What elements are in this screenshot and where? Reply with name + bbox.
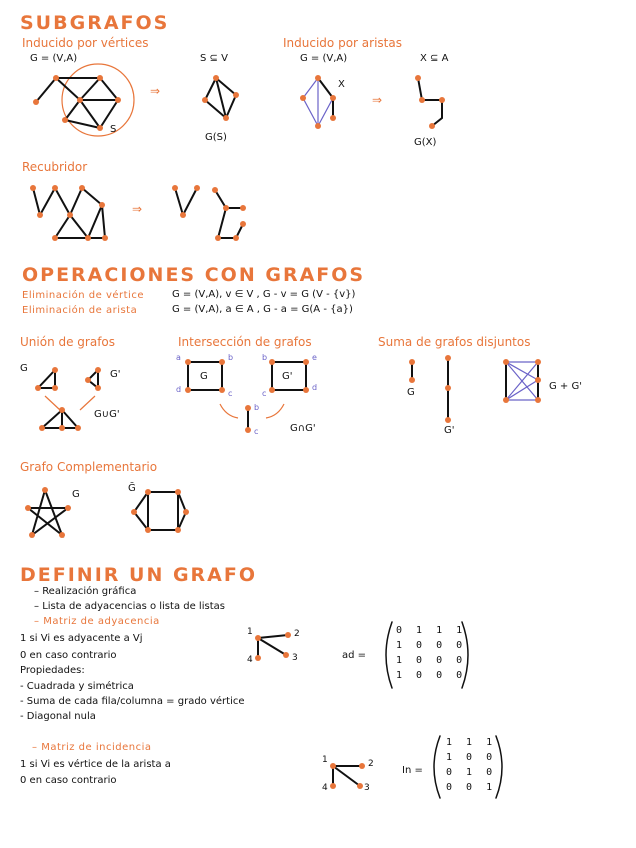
inc-line1: 1 si Vi es vértice de la arista a [20,759,171,770]
comp-g: G [72,489,80,500]
heading-matriz-inc: – Matriz de incidencia [32,742,152,753]
bullet-lista-text: Lista de adyacencias o lista de listas [42,601,225,612]
suma-g: G [407,387,415,398]
prop-title: Propiedades: [20,665,85,676]
prop-2-text: Suma de cada fila/columna = grado vértice [26,696,245,707]
heading-induced-vertices: Inducido por vértices [22,36,149,50]
label-gs: G(S) [205,132,227,143]
ady-line2: 0 en caso contrario [20,650,117,661]
label-s-subset: S ⊆ V [200,53,228,64]
inter-c2: c [262,389,267,398]
formula-elim-arista: G = (V,A), a ∈ A , G - a = G(A - {a}) [172,304,353,315]
inc-node-4: 4 [322,783,328,793]
ady-row-1: 0 1 1 1 [396,625,467,636]
graph-suma [409,355,541,423]
graph-g-induced-vertices [33,64,134,136]
arrow-implies-1: ⇒ [150,84,161,98]
label-elim-vertice: Eliminación de vértice [22,290,144,301]
inter-gp: G' [282,371,293,382]
label-gx: G(X) [414,137,437,148]
graph-incidence-example [330,763,365,789]
formula-elim-vertice: G = (V,A), v ∈ V , G - v = G (V - {v}) [172,289,356,300]
union-result: G∪G' [94,409,120,420]
graph-complementario [25,487,189,538]
ady-row-2: 1 0 0 0 [396,640,467,651]
inter-d: d [176,385,182,394]
heading-interseccion: Intersección de grafos [178,335,312,349]
comp-gbar: Ḡ [128,483,136,494]
inc-node-3: 3 [364,783,370,793]
label-x: X [338,79,345,90]
inc-row-2: 1 0 0 [446,752,497,763]
graph-gx [415,75,445,129]
suma-gp: G' [444,425,455,436]
inter-c3: c [254,427,259,436]
heading-union: Unión de grafos [20,335,116,349]
label-x-subset: X ⊆ A [420,53,449,64]
prop-2: - Suma de cada fila/columna = grado vértice [20,696,245,707]
ady-node-1: 1 [247,627,253,637]
prop-1: - Cuadrada y simétrica [20,681,134,692]
label-s: S [110,124,117,135]
inter-a: a [176,353,181,362]
inter-d2: d [312,383,318,392]
heading-matriz-ady-text: Matriz de adyacencia [43,616,160,627]
ady-node-3: 3 [292,653,298,663]
graph-union [35,367,101,431]
bullet-realizacion: – Realización gráfica [34,586,137,597]
arrow-implies-2: ⇒ [372,93,383,107]
label-elim-arista: Eliminación de arista [22,305,138,316]
ady-node-2: 2 [294,629,300,639]
inc-node-2: 2 [368,759,374,769]
graph-recubridor-result [172,185,246,241]
graph-recubridor-g [30,185,108,241]
prop-3: - Diagonal nula [20,711,96,722]
inc-row-1: 1 1 1 [446,737,497,748]
prop-3-text: Diagonal nula [26,711,96,722]
union-g: G [20,363,28,374]
heading-suma: Suma de grafos disjuntos [378,335,531,349]
ady-row-4: 1 0 0 0 [396,670,467,681]
union-gp: G' [110,369,121,380]
label-g-va-2: G = (V,A) [300,53,348,64]
inter-result: G∩G' [290,423,316,434]
bullet-lista: – Lista de adyacencias o lista de listas [34,601,225,612]
title-definir: DEFINIR UN GRAFO [20,564,258,586]
inc-row-4: 0 0 1 [446,782,497,793]
inc-node-1: 1 [322,755,328,765]
arrow-implies-3: ⇒ [132,202,143,216]
graph-adjacency-example [255,632,291,661]
heading-induced-edges: Inducido por aristas [283,36,402,50]
inter-b3: b [254,403,260,412]
graph-gs [202,75,239,121]
inter-e: e [312,353,317,362]
inter-c: c [228,389,233,398]
graph-g-induced-edges [300,75,336,129]
suma-result: G + G' [549,381,582,392]
heading-matriz-inc-text: Matriz de incidencia [41,742,152,753]
inc-row-3: 0 1 0 [446,767,497,778]
title-operaciones: OPERACIONES CON GRAFOS [22,264,366,286]
ady-line1: 1 si Vi es adyacente a Vj [20,633,143,644]
ady-row-3: 1 0 0 0 [396,655,467,666]
heading-recubridor: Recubridor [22,160,88,174]
inter-g: G [200,371,208,382]
heading-complementario: Grafo Complementario [20,460,158,474]
inter-b: b [228,353,234,362]
prop-1-text: Cuadrada y simétrica [26,681,134,692]
ady-matrix-label: ad = [342,650,367,661]
inc-matrix-label: In = [402,765,423,776]
ady-node-4: 4 [247,655,253,665]
heading-matriz-ady: – Matriz de adyacencia [34,616,160,627]
label-g-va: G = (V,A) [30,53,78,64]
inc-line2: 0 en caso contrario [20,775,117,786]
inter-b2: b [262,353,268,362]
bullet-realizacion-text: Realización gráfica [42,586,137,597]
title-subgrafos: SUBGRAFOS [20,12,170,34]
